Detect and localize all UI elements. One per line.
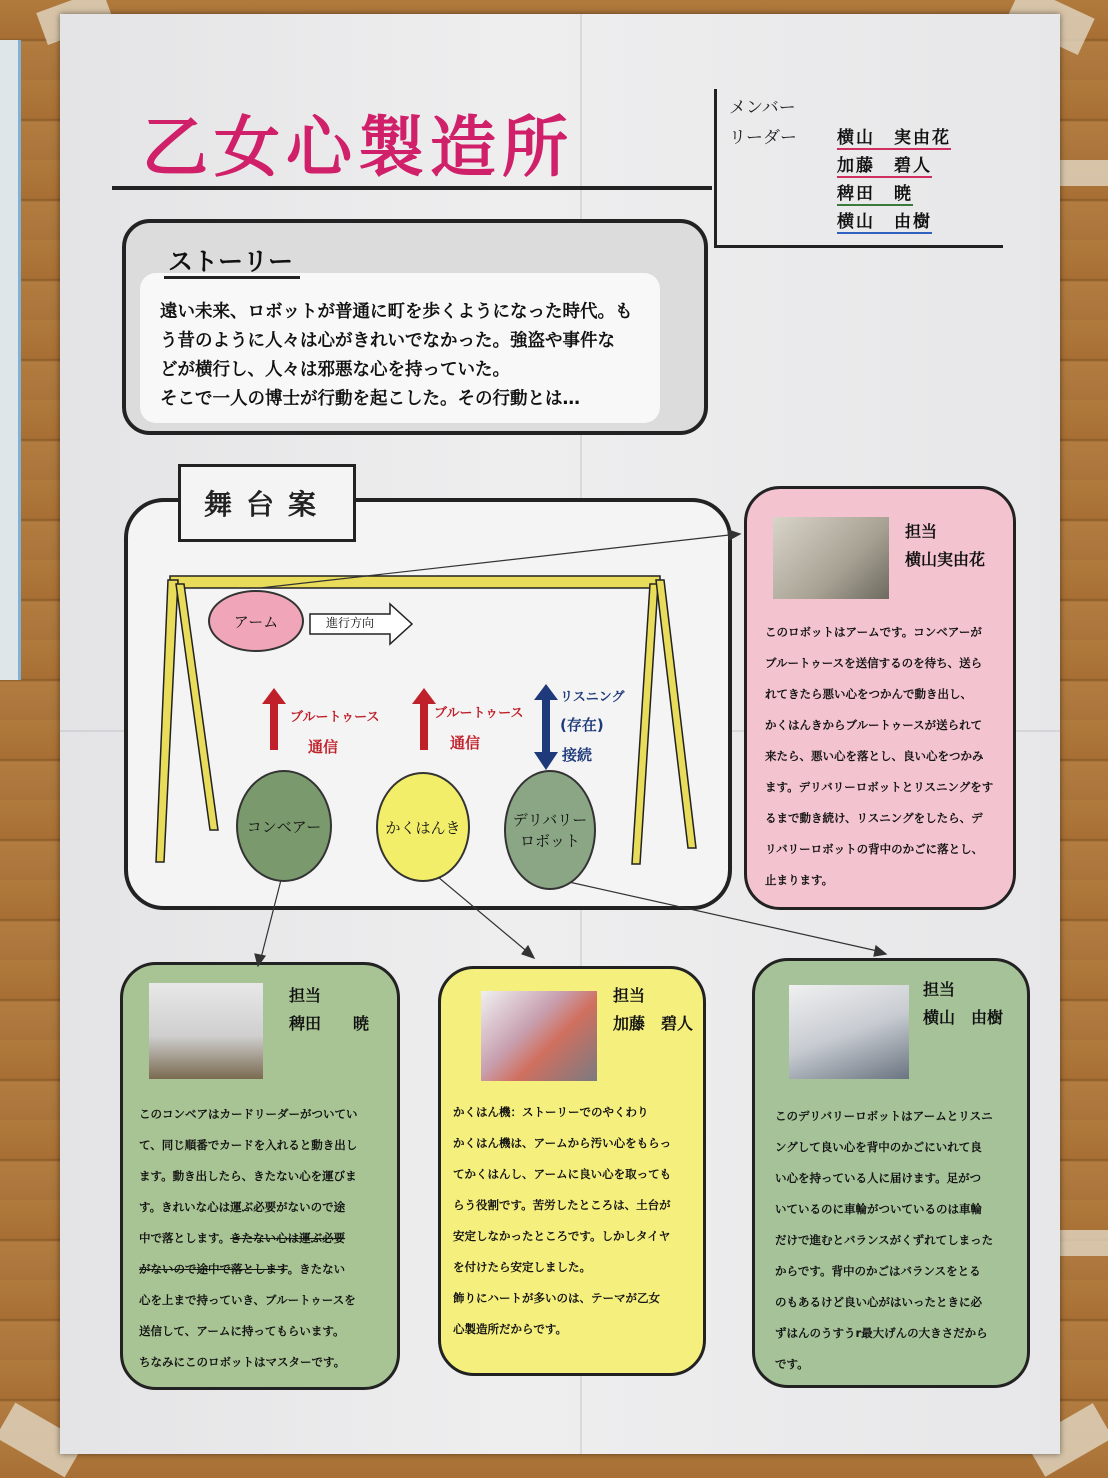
- adjacent-poster-edge: [0, 40, 21, 680]
- story-line: そこで一人の博士が行動を起こした。その行動とは…: [160, 389, 580, 409]
- arm-line: 来たら、悪い心を落とし、良い心をつかみ: [765, 749, 984, 763]
- member-name-3: 稗田 暁: [837, 179, 913, 206]
- stirrer-line: かくはん機は、アームから汚い心をもらっ: [453, 1136, 672, 1150]
- story-line: 遠い未来、ロボットが普通に町を歩くようになった時代。も: [160, 302, 633, 322]
- listening-label: リスニング: [560, 690, 625, 705]
- stirrer-owner-name: 加藤 碧人: [613, 1014, 694, 1033]
- arm-line: 止まります。: [765, 873, 834, 887]
- stirrer-line: を付けたら安定しました。: [453, 1260, 591, 1274]
- poster-title: 乙女心製造所: [142, 109, 574, 186]
- bluetooth-arrow-1-icon: [262, 688, 286, 750]
- conveyor-line-part: 中で落とします。: [139, 1231, 231, 1245]
- stirrer-node: [376, 772, 470, 882]
- bluetooth-label-2: ブルートゥース: [434, 706, 524, 721]
- struck-text: きたない心は運ぶ必要: [230, 1231, 346, 1245]
- conveyor-owner-label: 担当: [289, 986, 322, 1005]
- frame-leg-right-outer: [656, 580, 696, 848]
- story-heading: ストーリー: [168, 247, 294, 276]
- connector-conveyor-to-card: [260, 876, 282, 962]
- member-label: メンバー: [729, 98, 796, 118]
- stirrer-line: かくはん機：ストーリーでのやくわり: [453, 1105, 649, 1119]
- connector-delivery-arrowhead: [874, 946, 886, 956]
- frame-leg-left-outer: [156, 580, 178, 862]
- arm-owner-name: 横山実由花: [905, 550, 986, 569]
- member-name-2: 加藤 碧人: [837, 151, 932, 178]
- conveyor-line: ます。動き出したら、きたない心を運びま: [139, 1169, 357, 1183]
- delivery-line: のもあるけど良い心がはいったときに必: [775, 1295, 982, 1309]
- stirrer-node-label: かくはんき: [385, 818, 461, 837]
- arm-node-label: アーム: [233, 612, 279, 631]
- member-name-1: 横山 実由花: [837, 123, 951, 150]
- struck-text: がないので途中で落とします: [139, 1262, 288, 1276]
- arm-line: ます。デリバリーロボットとリスニングをす: [765, 780, 994, 794]
- conveyor-node-label: コンベアー: [246, 817, 322, 836]
- direction-label: 進行方向: [326, 616, 375, 630]
- story-line: う昔のように人々は心がきれいでなかった。強盗や事件な: [160, 331, 615, 351]
- conveyor-line: 送信して、アームに持ってもらいます。: [139, 1324, 345, 1338]
- delivery-line: いているのに車輪がついているのは車輪: [775, 1202, 982, 1216]
- stirrer-line: 安定しなかったところです。しかしタイヤ: [453, 1229, 671, 1243]
- delivery-line: ングして良い心を背中のかごにいれて良: [775, 1140, 982, 1154]
- conveyor-line: このコンベアはカードリーダーがついてい: [139, 1107, 358, 1121]
- delivery-line: このデリバリーロボットはアームとリスニ: [775, 1109, 993, 1123]
- stirrer-owner-label: 担当: [613, 986, 646, 1005]
- connector-conveyor-arrowhead: [255, 954, 265, 966]
- arm-node: [208, 590, 304, 652]
- stirrer-line: 飾りにハートが多いのは、テーマが乙女: [453, 1291, 660, 1305]
- frame-leg-right-inner: [632, 584, 658, 864]
- delivery-owner-label: 担当: [923, 980, 956, 999]
- connection-label: 接続: [562, 746, 593, 764]
- listening-arrow-icon: [534, 684, 558, 770]
- conveyor-line-part: 。きたない: [287, 1262, 346, 1276]
- poster: [60, 14, 1060, 1454]
- frame-top-beam: [170, 576, 660, 588]
- delivery-line: ずはんのうすうr最大げんの大きさだから: [775, 1326, 988, 1340]
- member-name-4: 横山 由樹: [837, 207, 932, 234]
- connector-stirrer-to-card: [432, 872, 530, 954]
- arm-line: るまで動き続け、リスニングをしたら、デ: [765, 811, 983, 825]
- conveyor-line: ちなみにこのロボットはマスターです。: [139, 1355, 346, 1369]
- delivery-line: だけで進むとバランスがくずれてしまった: [775, 1233, 994, 1247]
- comm-label-1: 通信: [308, 738, 339, 756]
- delivery-node-label-1: デリバリー: [512, 811, 588, 829]
- connector-delivery-to-card: [560, 880, 882, 952]
- arm-owner-label: 担当: [905, 522, 938, 541]
- arm-line: れてきたら悪い心をつかんで動き出し、: [765, 687, 972, 701]
- stirrer-line: てかくはんし、アームに良い心を取っても: [453, 1167, 672, 1181]
- conveyor-line: て、同じ順番でカードを入れると動き出し: [139, 1138, 358, 1152]
- conveyor-line: す。きれいな心は運ぶ必要がないので途: [139, 1200, 346, 1214]
- bluetooth-label-1: ブルートゥース: [290, 710, 380, 725]
- conveyor-node: [236, 770, 332, 882]
- conveyor-line: 心を上まで持っていき、ブルートゥースを: [139, 1293, 356, 1307]
- delivery-node-label-2: ロボット: [519, 832, 580, 850]
- connector-arm-arrowhead: [728, 530, 740, 540]
- arm-line: かくはんきからブルートゥースが送られて: [765, 718, 983, 732]
- delivery-line: い心を持っている人に届けます。足がつ: [775, 1171, 982, 1185]
- arm-line: リバリーロボットの背中のかごに落とし、: [765, 842, 984, 856]
- connector-stirrer-arrowhead: [522, 946, 534, 958]
- bluetooth-arrow-2-icon: [412, 688, 436, 750]
- stirrer-line: らう役割です。苦労したところは、土台が: [453, 1198, 671, 1212]
- story-line: どが横行し、人々は邪悪な心を持っていた。: [160, 360, 510, 380]
- arm-line: このロボットはアームです。コンベアーが: [765, 625, 982, 639]
- conveyor-owner-name: 稗田 暁: [289, 1014, 370, 1033]
- stage-heading: 舞台案: [178, 464, 356, 542]
- arm-line: ブルートゥースを送信するのを待ち、送ら: [765, 656, 983, 670]
- comm-label-2: 通信: [450, 734, 481, 752]
- delivery-owner-name: 横山 由樹: [923, 1008, 1004, 1027]
- delivery-node: [504, 770, 596, 890]
- stirrer-line: 心製造所だからです。: [453, 1322, 567, 1336]
- leader-label: リーダー: [729, 128, 797, 148]
- existence-label: (存在): [560, 716, 604, 734]
- delivery-line: です。: [775, 1357, 809, 1371]
- delivery-line: からです。背中のかごはバランスをとる: [775, 1264, 981, 1278]
